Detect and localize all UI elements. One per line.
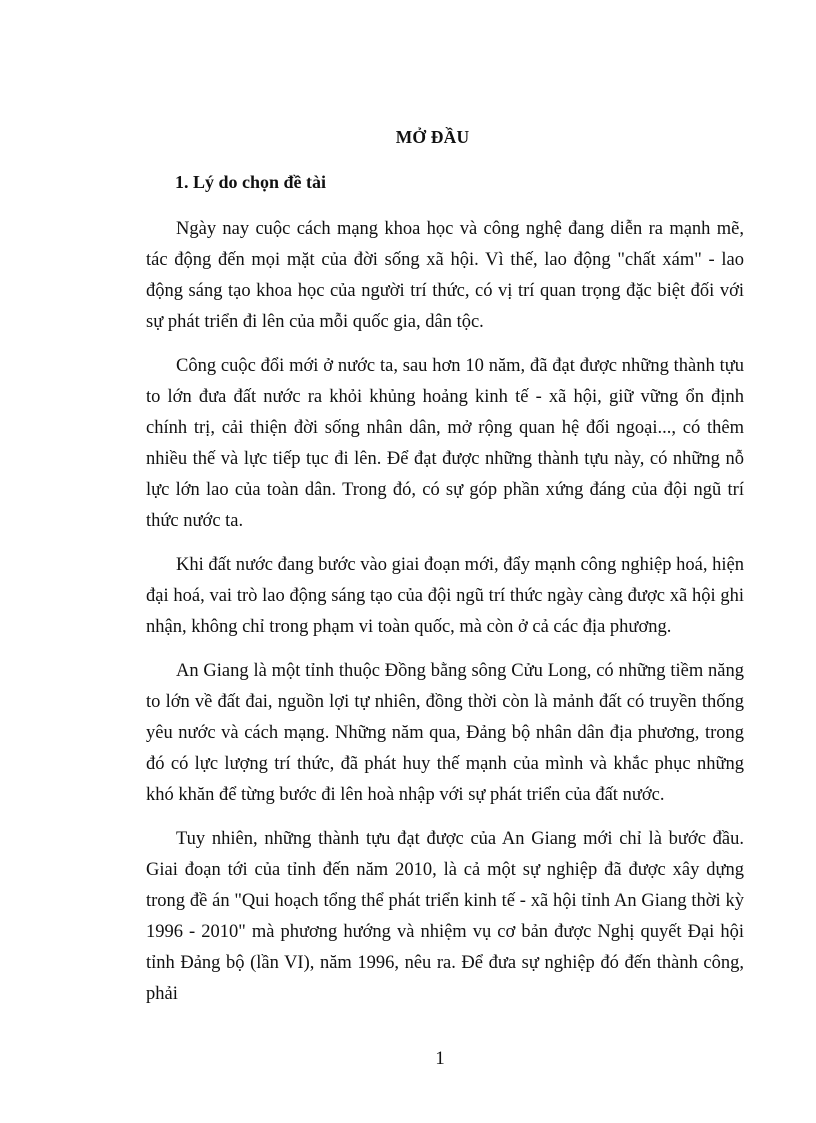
- paragraph: Khi đất nước đang bước vào giai đoạn mới, đẩy mạnh công nghiệp hoá, hiện đại hoá, vai trò lao động sáng tạo của đội ngũ trí thức ngày càng được xã hội ghi nhận, không chỉ trong phạm vi toàn quốc, mà còn ở cả các địa phương.: [146, 555, 744, 637]
- chapter-title: MỞ ĐẦU: [395, 127, 470, 147]
- paragraph: Công cuộc đổi mới ở nước ta, sau hơn 10 năm, đã đạt được những thành tựu to lớn đưa đất nước ra khỏi khủng hoảng kinh tế - xã hội, giữ vững ổn định chính trị, cải thiện đời sống nhân dân, mở rộng quan hệ đối ngoại..., có thêm nhiều thế và lực tiếp tục đi lên. Để đạt được những thành tựu này, có những nỗ lực lớn lao của toàn dân. Trong đó, có sự góp phần xứng đáng của đội ngũ trí thức nước ta.: [146, 356, 744, 531]
- paragraph: Ngày nay cuộc cách mạng khoa học và công nghệ đang diễn ra mạnh mẽ, tác động đến mọi mặt của đời sống xã hội. Vì thế, lao động "chất xám" - lao động sáng tạo khoa học của người trí thức, có vị trí quan trọng đặc biệt đối với sự phát triển đi lên của mỗi quốc gia, dân tộc.: [146, 219, 744, 332]
- section-heading: 1. Lý do chọn đề tài: [175, 172, 327, 192]
- page-number: 1: [435, 1048, 445, 1069]
- body-text: [146, 214, 744, 1023]
- paragraph: An Giang là một tỉnh thuộc Đồng bằng sông Cửu Long, có những tiềm năng to lớn về đất đai, nguồn lợi tự nhiên, đồng thời còn là mảnh đất có truyền thống yêu nước và cách mạng. Những năm qua, Đảng bộ nhân dân địa phương, trong đó có lực lượng trí thức, đã phát huy thế mạnh của mình và khắc phục những khó khăn để từng bước đi lên hoà nhập với sự phát triển của đất nước.: [146, 661, 744, 805]
- paragraph: Tuy nhiên, những thành tựu đạt được của An Giang mới chỉ là bước đầu. Giai đoạn tới của tỉnh đến năm 2010, là cả một sự nghiệp đã được xây dựng trong đề án "Qui hoạch tổng thể phát triển kinh tế - xã hội tỉnh An Giang thời kỳ 1996 - 2010" mà phương hướng và nhiệm vụ cơ bản được Nghị quyết Đại hội tỉnh Đảng bộ (lần VI), năm 1996, nêu ra. Để đưa sự nghiệp đó đến thành công, phải: [146, 829, 744, 1004]
